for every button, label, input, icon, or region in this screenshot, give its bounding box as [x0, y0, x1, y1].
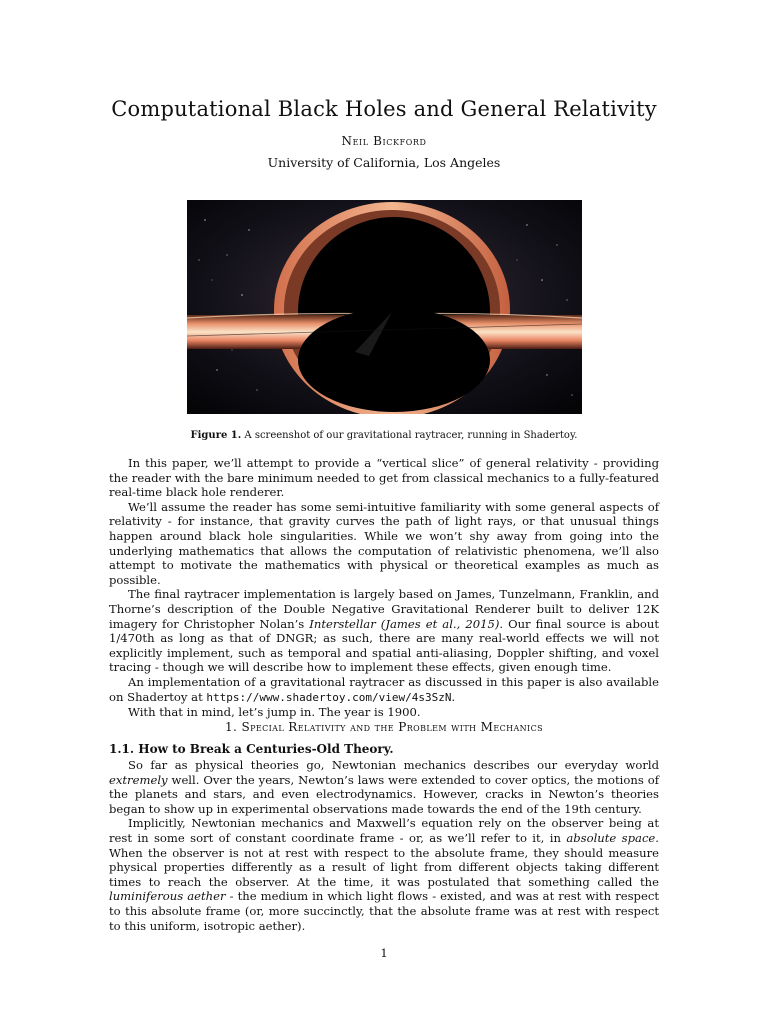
- intro-paragraph-3-part-a: The final raytracer implementation is largely based on James, Tunzelmann, Franklin, and Thorne’s description of the Double Negative Gravitational Renderer built to deliver 12K imagery for Christopher Nolan’s: [109, 587, 659, 631]
- intro-paragraph-3-part-b: . Our final source is about 1/470th as long as that of DNGR; as such, there are many real-world effects we will not explicitly implement, such as temporal and spatial anti-aliasing, Doppler shifting, and voxel tracing - though we will describe how to implement these effects, given enough time.: [109, 616, 659, 675]
- intro-paragraph-3: [109, 587, 659, 675]
- intro-paragraph-4-part-b: .: [451, 689, 456, 704]
- figure-caption: [0, 430, 768, 441]
- section-heading: 1. Special Relativity and the Problem with Mechanics: [224, 720, 544, 734]
- author-name: Neil Bickford: [341, 134, 427, 148]
- intro-paragraph-2: We’ll assume the reader has some semi-intuitive familiarity with some general aspects of relativity - for instance, that gravity curves the path of light rays, or that unusual things happen around black hole singularities. While we won’t shy away from going into the underlying mathematics that allows the computation of relativistic phenomena, we’ll also attempt to motivate the mathematics with physical or theoretical examples as much as possible.: [109, 499, 659, 587]
- body-paragraph-2-part-a: Implicitly, Newtonian mechanics and Maxwell’s equation rely on the observer being at rest in some sort of constant coordinate frame - or, as we’ll refer to it, in: [109, 816, 659, 845]
- subsection-heading: 1.1. How to Break a Centuries-Old Theory.: [109, 742, 394, 756]
- emphasis-luminiferous-aether: luminiferous aether: [109, 889, 226, 904]
- interstellar-citation: Interstellar (James et al., 2015): [309, 616, 500, 631]
- body-paragraph-1-part-a: So far as physical theories go, Newtonian mechanics describes our everyday world: [128, 758, 659, 772]
- emphasis-extremely: extremely: [109, 772, 168, 787]
- shadertoy-url[interactable]: https://www.shadertoy.com/view/4s3SzN: [206, 690, 452, 704]
- emphasis-absolute-space: absolute space: [566, 830, 656, 845]
- body-paragraph-2-part-c: - the medium in which light flows - existed, and was at rest with respect to this absolute frame (or, more succinctly, that the absolute frame was at rest with respect to this uniform, isotropic aether).: [109, 889, 659, 933]
- page-number: 1: [380, 946, 388, 960]
- body-paragraph-1: [109, 758, 659, 816]
- introduction-block: [109, 456, 659, 720]
- paper-title: Computational Black Holes and General Relativity: [111, 97, 657, 121]
- intro-paragraph-1: In this paper, we’ll attempt to provide a “vertical slice” of general relativity - providing the reader with the bare minimum needed to get from classical mechanics to a fully-featured real-time black hole renderer.: [109, 456, 659, 500]
- author-affiliation: University of California, Los Angeles: [267, 155, 501, 170]
- body-paragraph-2-part-b: . When the observer is not at rest with respect to the absolute frame, they should measure physical properties differently as a result of light from different objects taking different times to reach the observer. At the time, it was postulated that something called the: [109, 830, 659, 889]
- intro-paragraph-5: With that in mind, let’s jump in. The year is 1900.: [128, 705, 421, 720]
- figure-caption-text: A screenshot of our gravitational raytracer, running in Shadertoy.: [241, 430, 578, 441]
- section-body-block: [109, 758, 659, 933]
- figure-label: Figure 1.: [190, 430, 242, 441]
- body-paragraph-2: [109, 816, 659, 933]
- intro-paragraph-4: [109, 675, 659, 705]
- body-paragraph-1-part-b: well. Over the years, Newton’s laws were extended to cover optics, the motions of the planets and stars, and even electrodynamics. However, cracks in Newton’s theories began to show up in experimental observations made towards the end of the 19th century.: [109, 772, 659, 816]
- black-hole-render-image: [187, 200, 582, 414]
- intro-paragraph-4-part-a: An implementation of a gravitational raytracer as discussed in this paper is also available on Shadertoy at: [109, 674, 659, 704]
